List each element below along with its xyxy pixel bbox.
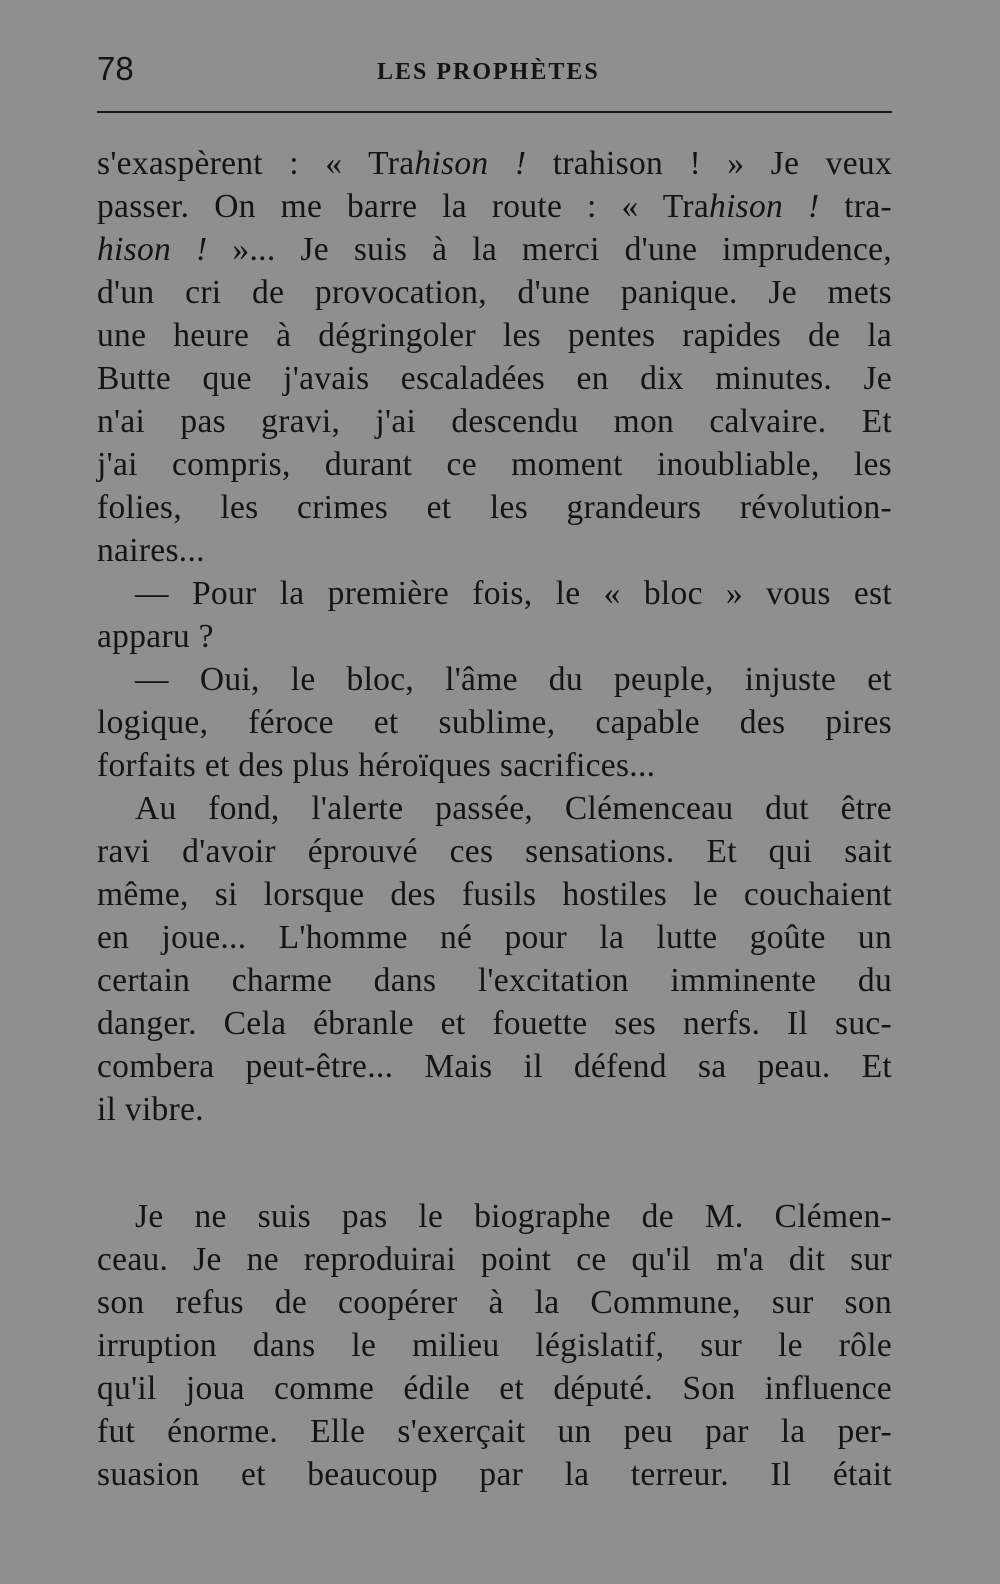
page-header bbox=[97, 46, 892, 92]
text-line: — Oui, le bloc, l'âme du peuple, injuste et bbox=[135, 661, 892, 698]
text-line: passer. On me barre la route : « Trahison ! tra- bbox=[97, 188, 892, 225]
text-line: — Pour la première fois, le « bloc » vous est bbox=[135, 575, 892, 612]
paragraph-3 bbox=[97, 658, 892, 787]
text-line: naires... bbox=[97, 532, 205, 569]
text-line: fut énorme. Elle s'exerçait un peu par la per- bbox=[97, 1413, 892, 1450]
section-break bbox=[97, 1131, 892, 1195]
page-body bbox=[97, 142, 892, 1496]
text-line: même, si lorsque des fusils hostiles le couchaient bbox=[97, 876, 892, 913]
text-line: il vibre. bbox=[97, 1091, 204, 1128]
text-line: hison ! »... Je suis à la merci d'une imprudence, bbox=[97, 231, 892, 268]
text-line: folies, les crimes et les grandeurs révolution- bbox=[97, 489, 892, 526]
page-number: 78 bbox=[97, 50, 134, 87]
text-line: d'un cri de provocation, d'une panique. Je mets bbox=[97, 274, 892, 311]
text-line: ravi d'avoir éprouvé ces sensations. Et qui sait bbox=[97, 833, 892, 870]
text-line: irruption dans le milieu législatif, sur le rôle bbox=[97, 1327, 892, 1364]
text-line: certain charme dans l'excitation imminente du bbox=[97, 962, 892, 999]
text-line: forfaits et des plus héroïques sacrifices... bbox=[97, 747, 656, 784]
text-line: j'ai compris, durant ce moment inoubliable, les bbox=[97, 446, 892, 483]
text-line: en joue... L'homme né pour la lutte goûte un bbox=[97, 919, 892, 956]
running-title: LES PROPHÈTES bbox=[377, 59, 600, 85]
text-line: logique, féroce et sublime, capable des pires bbox=[97, 704, 892, 741]
text-line: son refus de coopérer à la Commune, sur son bbox=[97, 1284, 892, 1321]
text-line: qu'il joua comme édile et député. Son influence bbox=[97, 1370, 892, 1407]
paragraph-5 bbox=[97, 1195, 892, 1496]
text-line: n'ai pas gravi, j'ai descendu mon calvaire. Et bbox=[97, 403, 892, 440]
text-line: une heure à dégringoler les pentes rapides de la bbox=[97, 317, 892, 354]
header-rule bbox=[97, 111, 892, 113]
text-line: Butte que j'avais escaladées en dix minutes. Je bbox=[97, 360, 892, 397]
text-line: Je ne suis pas le biographe de M. Clémen- bbox=[135, 1198, 892, 1235]
text-line: danger. Cela ébranle et fouette ses nerfs. Il suc- bbox=[97, 1005, 892, 1042]
paragraph-4 bbox=[97, 787, 892, 1131]
text-line: combera peut-être... Mais il défend sa peau. Et bbox=[97, 1048, 892, 1085]
text-line: ceau. Je ne reproduirai point ce qu'il m'a dit sur bbox=[97, 1241, 892, 1278]
text-line: s'exaspèrent : « Trahison ! trahison ! » Je veux bbox=[97, 145, 892, 182]
paragraph-1 bbox=[97, 142, 892, 572]
text-line: Au fond, l'alerte passée, Clémenceau dut être bbox=[135, 790, 892, 827]
paragraph-2 bbox=[97, 572, 892, 658]
text-line: apparu ? bbox=[97, 618, 214, 655]
text-line: suasion et beaucoup par la terreur. Il était bbox=[97, 1456, 892, 1493]
